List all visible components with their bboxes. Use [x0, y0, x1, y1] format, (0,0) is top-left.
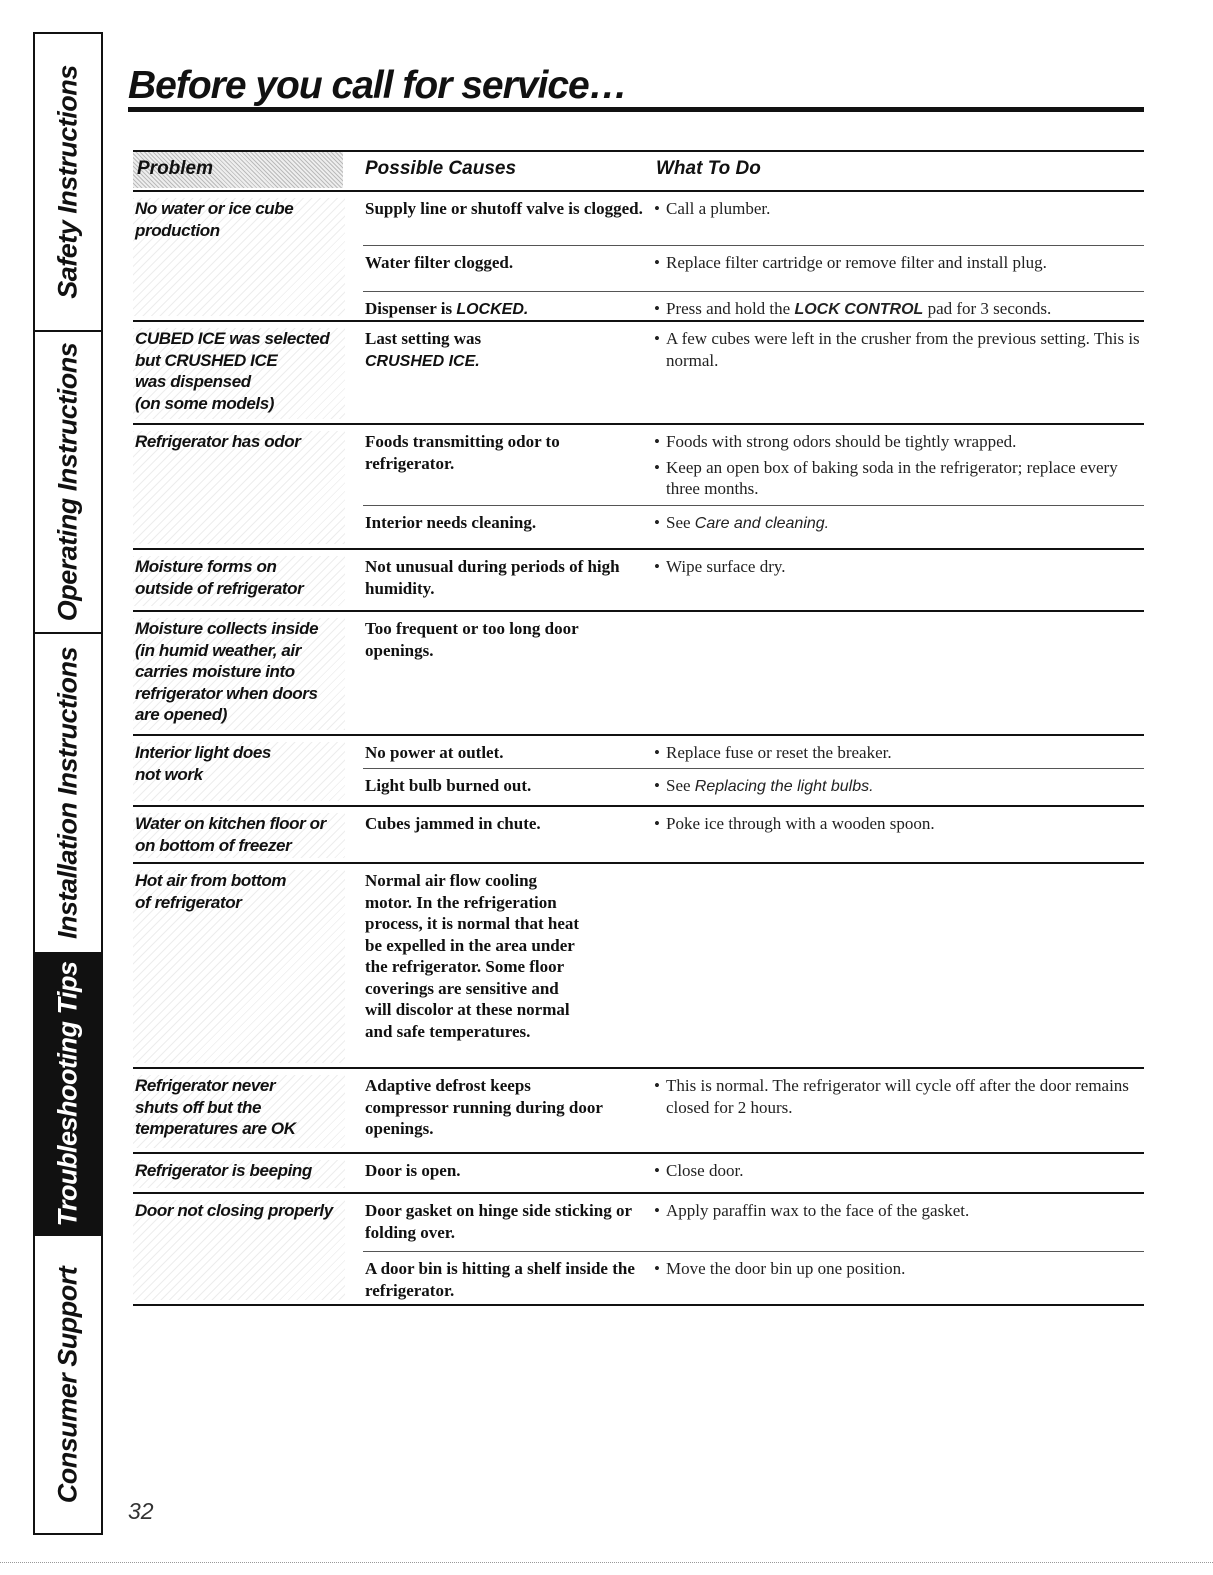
possible-cause	[365, 198, 645, 220]
possible-cause	[365, 1200, 645, 1243]
problem-cell	[133, 431, 345, 544]
problem-cell	[133, 618, 345, 730]
what-to-do	[654, 556, 1146, 582]
possible-cause	[365, 431, 645, 474]
section-reference: Care and cleaning.	[694, 515, 830, 532]
sidebar-nav	[33, 32, 103, 1535]
possible-cause	[365, 775, 645, 797]
todo-item: • A few cubes were left in the crusher from the previous setting. This is normal.	[654, 328, 1146, 371]
what-to-do	[654, 298, 1146, 325]
todo-item: • Wipe surface dry.	[654, 556, 1146, 578]
cause-text: Dispenser is	[365, 299, 457, 318]
what-to-do	[654, 775, 1146, 802]
tab-installation-instructions[interactable]	[35, 634, 101, 954]
table-row	[133, 1069, 1144, 1154]
cause-emphasis: CRUSHED ICE.	[365, 352, 480, 370]
problem-line: Water on kitchen floor or	[135, 814, 326, 833]
cause-text: Door is open.	[365, 1161, 461, 1180]
todo-item	[654, 775, 1146, 798]
table-row	[133, 1154, 1144, 1194]
todo-item: • Close door.	[654, 1160, 1146, 1182]
todo-item: • Call a plumber.	[654, 198, 1146, 220]
tab-consumer-support[interactable]	[35, 1236, 101, 1533]
problem-line: carries moisture into	[135, 662, 295, 681]
cause-text: Last setting was	[365, 329, 482, 348]
cause-row	[363, 807, 1144, 864]
what-to-do	[654, 742, 1146, 768]
what-to-do	[654, 1160, 1146, 1186]
problem-line: Moisture collects inside	[135, 619, 319, 638]
cause-text: Too frequent or too long door openings.	[365, 619, 579, 660]
problem-line: Refrigerator is beeping	[135, 1161, 312, 1180]
table-row	[133, 807, 1144, 864]
cause-text: A door bin is hitting a shelf inside the refrigerator.	[365, 1259, 635, 1300]
problem-line: (in humid weather, air	[135, 640, 301, 660]
cause-text: Interior needs cleaning.	[365, 513, 537, 532]
tab-label: Operating Instructions	[52, 342, 83, 622]
cause-text: Not unusual during periods of high humidity.	[365, 557, 620, 598]
possible-cause	[365, 1160, 645, 1182]
cause-row	[363, 550, 1144, 612]
troubleshooting-table	[133, 150, 1144, 1306]
cause-row	[363, 864, 1144, 1069]
cause-row	[363, 291, 1144, 323]
cause-emphasis: LOCKED.	[456, 301, 529, 318]
table-body	[133, 192, 1144, 1306]
cause-row	[363, 1154, 1144, 1194]
problem-line: not work	[135, 764, 203, 784]
problem-line: No water or ice cube	[135, 199, 294, 218]
problem-line: Door not closing properly	[135, 1201, 333, 1220]
possible-cause	[365, 298, 645, 321]
cause-row	[363, 505, 1144, 551]
cause-row	[363, 736, 1144, 768]
problem-line: temperatures are OK	[135, 1119, 296, 1138]
cause-row	[363, 425, 1144, 505]
problem-cell	[133, 328, 345, 419]
page-number: 32	[128, 1498, 154, 1524]
cause-text: Door gasket on hinge side sticking or folding over.	[365, 1201, 632, 1242]
problem-line: on bottom of freezer	[135, 835, 292, 855]
cause-text: Water filter clogged.	[365, 253, 514, 272]
todo-item: • Keep an open box of baking soda in the refrigerator; replace every three months.	[654, 457, 1146, 500]
cause-row	[363, 768, 1144, 808]
what-to-do	[654, 328, 1146, 375]
section-reference: Replacing the light bulbs.	[694, 778, 874, 795]
problem-line: outside of refrigerator	[135, 578, 304, 598]
possible-cause	[365, 1258, 645, 1301]
todo-item	[654, 512, 1146, 535]
table-row	[133, 550, 1144, 612]
problem-cell	[133, 1075, 345, 1148]
what-to-do	[654, 1200, 1146, 1226]
todo-item: • This is normal. The refrigerator will cycle off after the door remains closed for 2 hours.	[654, 1075, 1146, 1118]
todo-item: • Poke ice through with a wooden spoon.	[654, 813, 1146, 835]
problem-line: Moisture forms on	[135, 557, 277, 576]
cause-row	[363, 1069, 1144, 1154]
cause-row	[363, 1194, 1144, 1251]
problem-cell	[133, 742, 345, 801]
page-title: Before you call for service…	[128, 64, 627, 107]
problem-cell	[133, 813, 345, 858]
tab-label: Troubleshooting Tips	[52, 961, 83, 1227]
problem-line: Hot air from bottom	[135, 871, 287, 890]
header-what-to-do: What To Do	[656, 158, 761, 179]
what-to-do	[654, 431, 1146, 504]
table-header	[133, 150, 1144, 192]
possible-cause	[365, 252, 645, 274]
cause-text: Cubes jammed in chute.	[365, 814, 541, 833]
cause-text: Light bulb burned out.	[365, 776, 532, 795]
todo-emphasis: LOCK CONTROL	[794, 301, 924, 318]
todo-item: • Replace filter cartridge or remove filter and install plug.	[654, 252, 1146, 274]
problem-line: refrigerator when doors	[135, 683, 318, 703]
problem-line: (on some models)	[135, 393, 275, 413]
possible-cause	[365, 1075, 610, 1140]
cause-text: Adaptive defrost keeps compressor running during door openings.	[365, 1076, 603, 1138]
tab-label: Consumer Support	[52, 1266, 83, 1503]
todo-item: • Apply paraffin wax to the face of the gasket.	[654, 1200, 1146, 1222]
possible-cause	[365, 512, 645, 534]
table-row	[133, 612, 1144, 736]
what-to-do	[654, 1075, 1146, 1122]
problem-line: was dispensed	[135, 372, 251, 391]
problem-line: are opened)	[135, 705, 227, 724]
tab-label: Installation Instructions	[52, 646, 83, 940]
possible-cause	[365, 618, 645, 661]
problem-cell	[133, 556, 345, 606]
tab-safety-instructions[interactable]	[35, 34, 101, 332]
todo-text: See	[666, 776, 695, 795]
problem-line: shuts off but the	[135, 1097, 262, 1117]
header-problem: Problem	[133, 152, 343, 188]
todo-text: Press and hold the	[666, 299, 795, 318]
what-to-do	[654, 198, 1146, 224]
cause-row	[363, 1251, 1144, 1307]
table-row	[133, 322, 1144, 425]
tab-troubleshooting-tips[interactable]	[35, 954, 101, 1236]
todo-item: • Foods with strong odors should be tightly wrapped.	[654, 431, 1146, 453]
problem-line: Refrigerator never	[135, 1076, 276, 1095]
possible-cause	[365, 328, 645, 372]
problem-cell	[133, 870, 345, 1063]
possible-cause	[365, 870, 585, 1042]
table-row	[133, 736, 1144, 807]
table-row	[133, 1194, 1144, 1306]
what-to-do	[654, 813, 1146, 839]
cause-row	[363, 322, 1144, 425]
todo-text: See	[666, 513, 695, 532]
bottom-edge-rule	[0, 1562, 1213, 1564]
problem-line: CUBED ICE was selected	[135, 329, 330, 348]
cause-text: No power at outlet.	[365, 743, 504, 762]
possible-cause	[365, 556, 645, 599]
header-possible-causes: Possible Causes	[365, 158, 517, 179]
todo-item: • Move the door bin up one position.	[654, 1258, 1146, 1280]
problem-cell	[133, 198, 345, 316]
todo-item	[654, 298, 1146, 321]
table-row	[133, 864, 1144, 1069]
what-to-do	[654, 512, 1146, 539]
problem-line: of refrigerator	[135, 892, 242, 912]
todo-item: • Replace fuse or reset the breaker.	[654, 742, 1146, 764]
table-row	[133, 425, 1144, 550]
table-row	[133, 192, 1144, 322]
what-to-do	[654, 252, 1146, 278]
problem-cell	[133, 1200, 345, 1300]
possible-cause	[365, 813, 645, 835]
tab-operating-instructions[interactable]	[35, 332, 101, 634]
problem-line: but CRUSHED ICE	[135, 350, 278, 370]
what-to-do	[654, 1258, 1146, 1284]
problem-line: Refrigerator has odor	[135, 432, 301, 451]
problem-line: production	[135, 220, 220, 240]
cause-text: Foods transmitting odor to refrigerator.	[365, 432, 560, 473]
problem-line: Interior light does	[135, 743, 271, 762]
cause-row	[363, 245, 1144, 292]
cause-text: Supply line or shutoff valve is clogged.	[365, 199, 643, 218]
cause-row	[363, 612, 1144, 736]
cause-text: Normal air flow cooling motor. In the refrigeration process, it is normal that heat be expelled in the area under the refrigerator. Some floor coverings are sensitive and will discolor at these normal and safe temperatures.	[365, 871, 580, 1041]
possible-cause	[365, 742, 645, 764]
todo-text: pad for 3 seconds.	[923, 299, 1052, 318]
cause-row	[363, 192, 1144, 245]
title-rule	[128, 107, 1144, 112]
tab-label: Safety Instructions	[52, 65, 83, 299]
problem-cell	[133, 1160, 345, 1188]
